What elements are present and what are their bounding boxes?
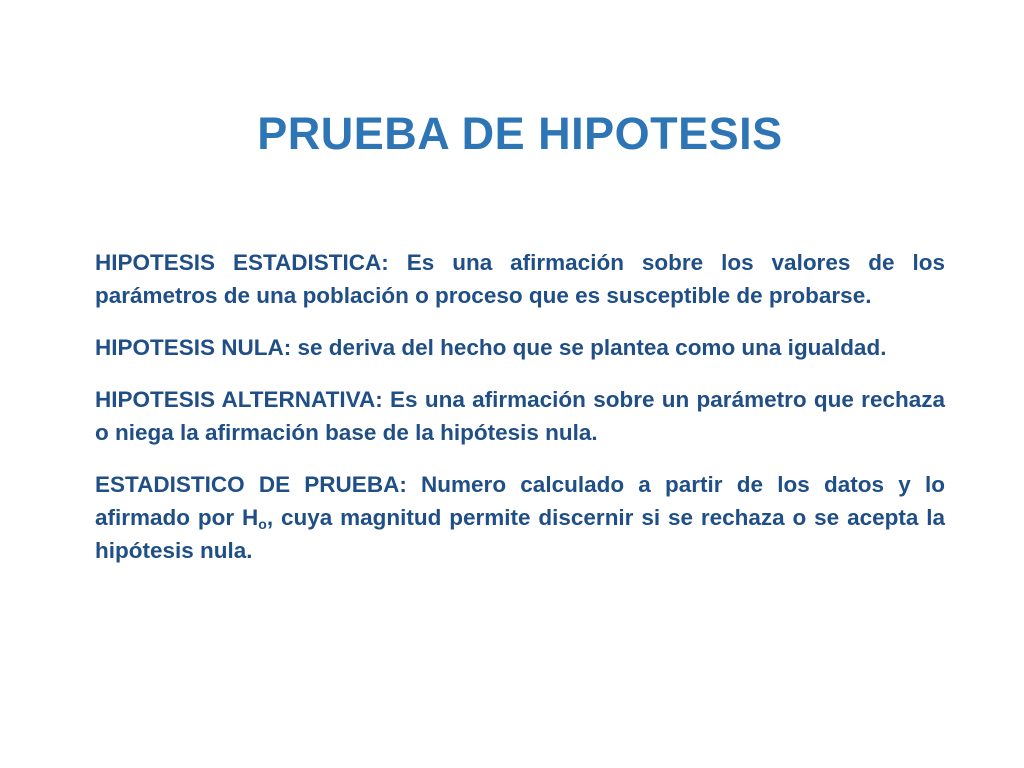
term-label: ESTADISTICO DE PRUEBA:: [95, 472, 407, 497]
slide-body: [95, 246, 945, 586]
term-label: HIPOTESIS ESTADISTICA:: [95, 250, 389, 275]
definition-text: Es una afirmación sobre los valores de los parámetros de una población o proceso que es susceptible de probarse.: [95, 250, 945, 308]
paragraph-hipotesis-nula: [95, 331, 945, 364]
slide-title: PRUEBA DE HIPOTESIS: [257, 108, 783, 159]
paragraph-hipotesis-alternativa: [95, 383, 945, 449]
definition-text: Es una afirmación sobre un parámetro que rechaza o niega la afirmación base de la hipótesis nula.: [95, 387, 945, 445]
definition-text-after: , cuya magnitud permite discernir si se rechaza o se acepta la hipótesis nula.: [95, 505, 945, 563]
definition-text-before: Numero calculado a partir de los datos y lo afirmado por H: [95, 472, 945, 530]
term-label: HIPOTESIS NULA:: [95, 335, 292, 360]
definition-text: se deriva del hecho que se plantea como una igualdad.: [297, 335, 887, 360]
subscript-o: o: [258, 516, 267, 532]
paragraph-estadistico-de-prueba: [95, 468, 945, 567]
paragraph-hipotesis-estadistica: [95, 246, 945, 312]
term-label: HIPOTESIS ALTERNATIVA:: [95, 387, 383, 412]
